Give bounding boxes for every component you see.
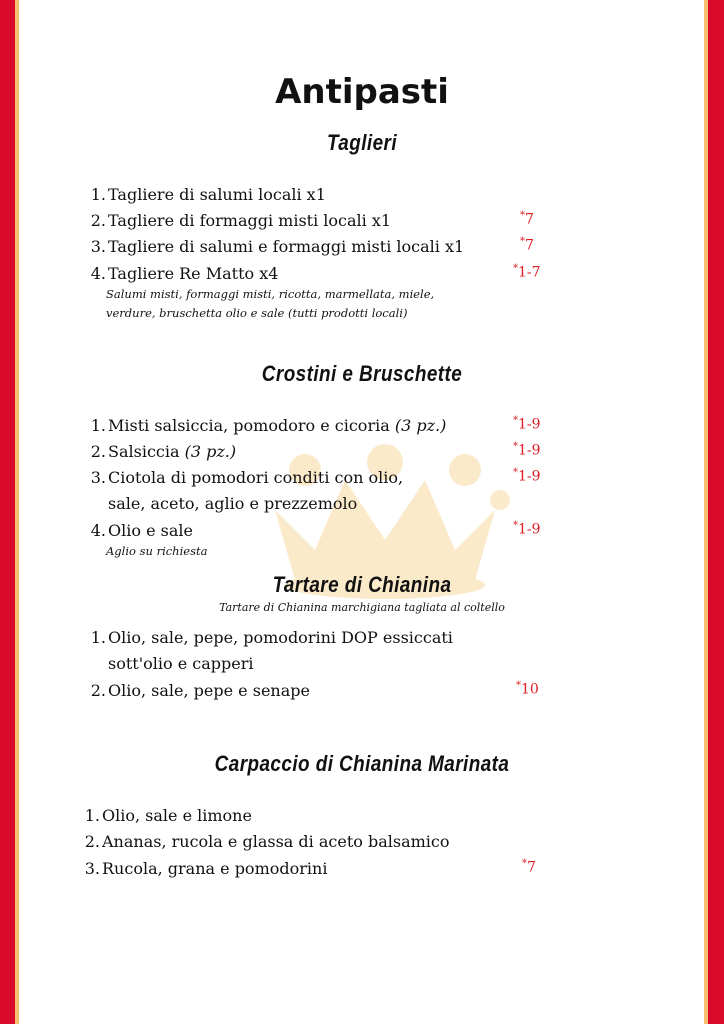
- list-item: 4. Olio e sale: [90, 521, 193, 540]
- list-item: 1. Tagliere di salumi locali x1: [90, 185, 326, 204]
- list-item: 1. Olio, sale, pepe, pomodorini DOP essiccati sott'olio e capperi: [90, 628, 453, 673]
- list-item: 1. Misti salsiccia, pomodoro e cicoria (3 pz.): [90, 416, 447, 435]
- list-item: 2. Tagliere di formaggi misti locali x1: [90, 211, 392, 230]
- section-heading-crostini: Crostini e Bruschette: [261, 361, 463, 386]
- allergen-code: *1-7: [513, 263, 541, 281]
- section-heading-tartare: Tartare di Chianina: [272, 572, 452, 597]
- list-item: 2. Olio, sale, pepe e senape: [90, 681, 310, 700]
- list-item: 4. Tagliere Re Matto x4: [90, 264, 279, 283]
- left-border-red: [0, 0, 15, 1024]
- section-heading-taglieri: Taglieri: [326, 130, 398, 155]
- right-border-red: [708, 0, 724, 1024]
- allergen-code: *1-9: [513, 441, 541, 459]
- allergen-code: *10: [516, 680, 539, 698]
- allergen-code: *1-9: [513, 415, 541, 433]
- allergen-code: *1-9: [513, 520, 541, 538]
- list-item: 1. Olio, sale e limone: [84, 806, 252, 825]
- item-note: verdure, bruschetta olio e sale (tutti prodotti locali): [106, 306, 408, 320]
- item-note: Aglio su richiesta: [106, 544, 208, 558]
- list-item: 3. Rucola, grana e pomodorini: [84, 859, 328, 878]
- section-subtitle: Tartare di Chianina marchigiana tagliata al coltello: [219, 601, 505, 614]
- allergen-code: *7: [520, 210, 534, 228]
- list-item: 3. Tagliere di salumi e formaggi misti locali x1: [90, 237, 465, 256]
- list-item: 3. Ciotola di pomodori conditi con olio, sale, aceto, aglio e prezzemolo: [90, 468, 404, 513]
- list-item: 2. Salsiccia (3 pz.): [90, 442, 237, 461]
- left-border-yellow: [15, 0, 19, 1024]
- allergen-code: *7: [520, 236, 534, 254]
- list-item: 2. Ananas, rucola e glassa di aceto balsamico: [84, 832, 450, 851]
- page-title: Antipasti: [275, 72, 449, 112]
- allergen-code: *1-9: [513, 467, 541, 485]
- section-heading-carpaccio: Carpaccio di Chianina Marinata: [214, 751, 510, 776]
- item-note: Salumi misti, formaggi misti, ricotta, marmellata, miele,: [106, 287, 435, 301]
- allergen-code: *7: [522, 858, 536, 876]
